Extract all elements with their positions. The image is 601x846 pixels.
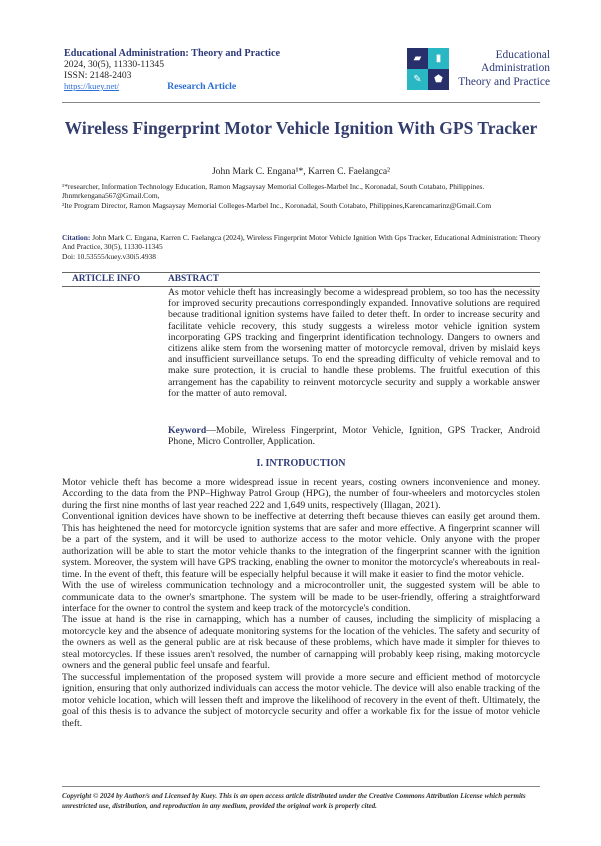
logo-text: Administration xyxy=(481,62,550,75)
body-text xyxy=(62,477,540,729)
paragraph: The successful implementation of the proposed system will provide a more secure and efficient method of motorcycle ignition, ensuring that only authorized individuals can access the motor vehicle. The device will also enable tracking of the motor vehicle location, which will lessen theft and improve the likelihood of recovery in the event of theft. Ultimately, the goal of this thesis is to advance the subject of motorcycle security and offer a workable fix for the issue of motor vehicle theft. xyxy=(62,671,540,729)
affiliation: ¹*researcher, Information Technology Education, Ramon Magsaysay Memorial Colleges-Marbel Inc., Koronadal, South Cotabato, Philippines. Jhnmrkengana567@Gmail.Com, xyxy=(62,182,485,201)
keywords-label: Keyword xyxy=(168,425,207,436)
article-info-label: ARTICLE INFO xyxy=(72,274,141,284)
article-info-header xyxy=(62,272,540,287)
journal-volume: 2024, 30(5), 11330-11345 xyxy=(64,59,165,70)
section-heading: I. INTRODUCTION xyxy=(256,458,346,469)
journal-link[interactable]: https://kuey.net/ xyxy=(64,81,120,91)
footer-divider xyxy=(62,786,540,787)
book-icon: ▰ xyxy=(407,48,428,69)
paper-title: Wireless Fingerprint Motor Vehicle Ignition With GPS Tracker xyxy=(64,118,538,138)
pentagon-icon: ⬟ xyxy=(428,69,449,90)
citation-label: Citation: xyxy=(62,233,91,242)
bookmark-icon: ▮ xyxy=(428,48,449,69)
affiliations xyxy=(62,182,542,210)
paragraph: Motor vehicle theft has become a more widespread issue in recent years, costing owners inconvenience and money. According to the data from the PNP–Highway Patrol Group (HPG), the number of four-wheelers and motorcycles stolen during the first nine months of last year reached 222 and 1,649 units, respectively (Illagan, 2021). xyxy=(62,477,540,511)
copyright-footer: Copyright © 2024 by Author/s and Licensed by Kuey. This is an open access article distributed under the Creative Commons Attribution License which permits unrestricted use, distribution, and reproduction in any medium, provided the original work is properly cited. xyxy=(62,792,526,810)
journal-header xyxy=(64,48,280,92)
authors: John Mark C. Engana¹*, Karren C. Faelangca² xyxy=(211,166,391,177)
abstract-label: ABSTRACT xyxy=(168,274,220,284)
citation xyxy=(62,233,542,261)
journal-issn: ISSN: 2148-2403 xyxy=(64,70,132,81)
keywords xyxy=(168,425,540,447)
citation-text: John Mark C. Engana, Karren C. Faelangca (2024), Wireless Fingerprint Motor Vehicle Ignition With Gps Tracker, Educational Administration: Theory And Practice, 30(5), 11330-11345 xyxy=(62,233,541,252)
pencil-icon: ✎ xyxy=(407,69,428,90)
journal-logo xyxy=(407,48,550,90)
article-type: Research Article xyxy=(167,81,237,92)
affiliation: ²Ite Program Director, Ramon Magsaysay Memorial Colleges-Marbel Inc., Koronadal, South Cotabato, Philippines,Karencamarinz@Gmail.Com xyxy=(62,200,492,210)
paragraph: With the use of wireless communication technology and a microcontroller unit, the suggested system will be able to communicate data to the owner's smartphone. The system will be made to be user-friendly, offering a straightforward interface for the owner to control the system and keep track of the motorcycle's condition. xyxy=(62,580,540,614)
abstract-text: As motor vehicle theft has increasingly become a widespread problem, so too has the necessity for improved security precautions correspondingly expanded. Innovative solutions are required because traditional ignition systems have failed to deter theft. In order to increase security and facilitate vehicle recovery, this study suggests a wireless motor vehicle ignition system incorporating GPS tracking and fingerprint identification technology. Dangers to owners and citizens alike stem from the worsening matter of motorcycle removal, driven by mislaid keys and insufficient surveillance setups. To end the spreading difficulty of vehicle removal and to make sure protection, it is crucial to handle these problems. The fruitful execution of this arrangement has the capability to reinvent motorcycle security and supply a workable answer for the matter of auto removal. xyxy=(168,287,540,399)
doi: Doi: 10.53555/kuey.v30i5.4938 xyxy=(62,251,156,261)
journal-name: Educational Administration: Theory and Practice xyxy=(64,48,281,59)
paragraph: The issue at hand is the rise in carnapping, which has a number of causes, including the simplicity of misplacing a motorcycle key and the absence of adequate monitoring systems for the location of the vehicles. The safety and security of the owners as well as the general public are at risk because of these problems, which have made it simpler for thieves to steal motorcycles. If these issues aren't resolved, the number of carnapping will probably keep rising, making motorcycle owners and the general public feel unsafe and fearful. xyxy=(62,614,540,672)
paragraph: Conventional ignition devices have shown to be ineffective at deterring theft because thieves can easily get around them. This has heightened the need for motorcycle ignition systems that are safer and more effective. A fingerprint scanner will be a part of the system, and it will be used to authorize access to the motor vehicle. Only anyone with the proper authorization will be able to start the motor vehicle thanks to the integration of the fingerprint scanner with the ignition system. Moreover, the system will have GPS tracking, enabling the owner to monitor the motorcycle's whereabouts in real-time. In the event of theft, this feature will be especially helpful because it will make it easier to find the motor vehicle. xyxy=(62,511,540,580)
logo-text: Educational xyxy=(495,49,550,61)
header-divider xyxy=(62,102,540,103)
keywords-text: —Mobile, Wireless Fingerprint, Motor Vehicle, Ignition, GPS Tracker, Android Phone, Micro Controller, Application. xyxy=(168,425,540,448)
logo-text: Theory and Practice xyxy=(458,75,550,88)
